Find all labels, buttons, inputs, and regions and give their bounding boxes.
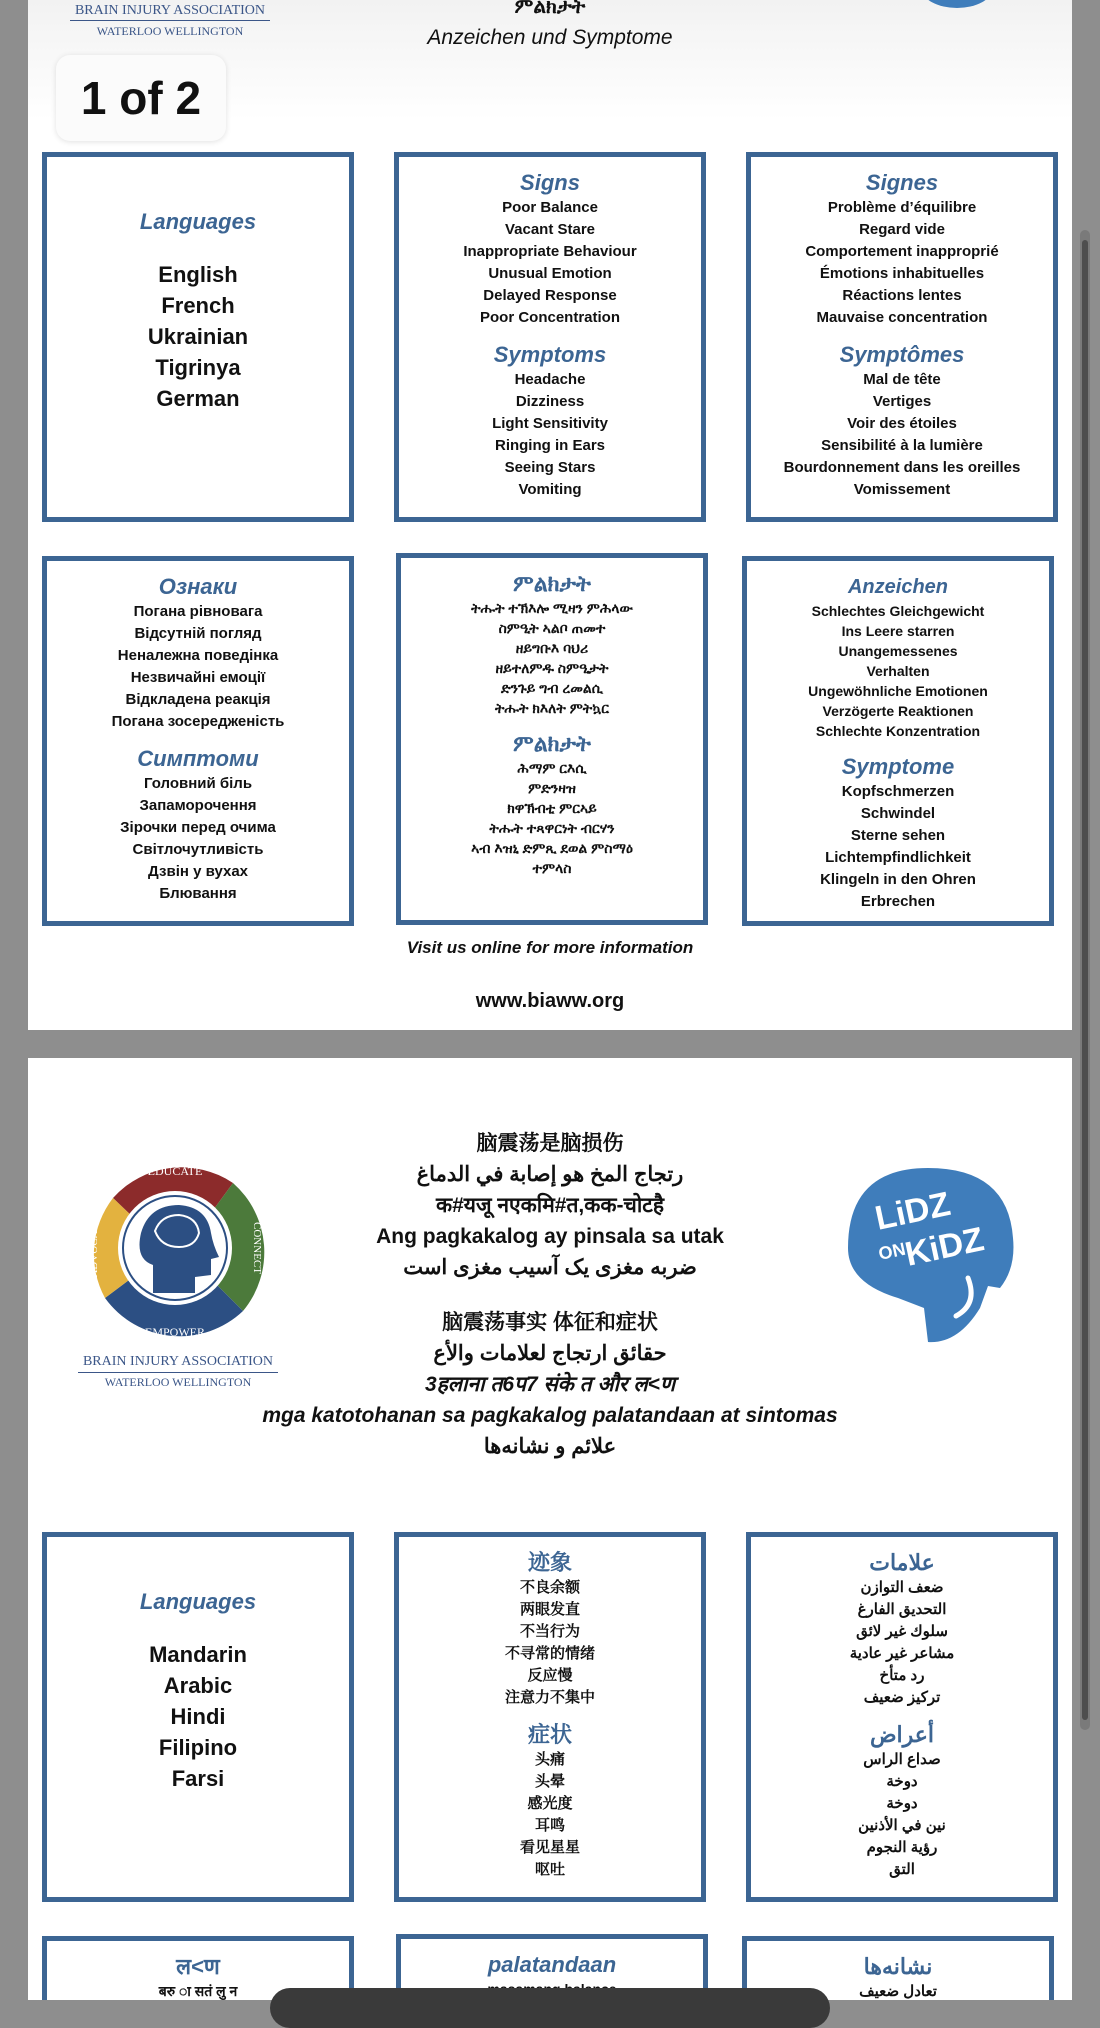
symptom-item: Головний біль xyxy=(143,775,253,792)
sign-item: Comportement inapproprié xyxy=(805,243,999,260)
symptom-item: Erbrechen xyxy=(860,893,936,910)
website-link[interactable]: www.biaww.org xyxy=(475,990,625,1012)
signs-title: Signes xyxy=(865,170,939,195)
sign-item: Unangemessenes xyxy=(838,643,958,659)
symptom-item: Vomissement xyxy=(853,481,951,498)
symptom-item: Sterne sehen xyxy=(850,827,946,844)
language-item: Filipino xyxy=(158,1735,238,1760)
ring-label-connect: CONNECT xyxy=(251,1222,263,1274)
symptom-item: ተምላስ xyxy=(532,860,572,876)
language-item: English xyxy=(158,262,238,287)
subheading-farsi: علائم و نشانه‌ها xyxy=(483,1435,617,1458)
sign-item: Schlechtes Gleichgewicht xyxy=(811,603,985,619)
sign-item: تركيز ضعيف xyxy=(863,1689,941,1706)
language-item: Arabic xyxy=(163,1673,233,1698)
symptoms-title: Symptômes xyxy=(839,342,965,367)
sign-item: Mauvaise concentration xyxy=(816,309,988,326)
symptom-item: Світлочутливість xyxy=(132,841,264,858)
english-box xyxy=(394,152,706,522)
symptoms-title: ምልክታት xyxy=(513,731,591,756)
ring-label-educate: EDUCATE xyxy=(147,1164,203,1178)
sign-item: Vacant Stare xyxy=(504,221,596,238)
symptom-item: Дзвін у вухах xyxy=(147,863,249,880)
symptom-item: صداع الراس xyxy=(863,1751,941,1768)
symptom-item: Sensibilité à la lumière xyxy=(821,437,983,454)
scrollbar-thumb[interactable] xyxy=(1082,240,1088,1720)
sign-item: बरु ◌ा सतं लु न xyxy=(158,1983,238,1999)
subheading-filipino: mga katotohanan sa pagkakalog palatandaan at sintomas xyxy=(262,1404,838,1427)
logo-word-on: ON xyxy=(876,1238,908,1264)
symptom-item: ሕማም ርእሲ xyxy=(517,760,587,776)
symptom-item: Vomiting xyxy=(518,481,582,498)
language-item: French xyxy=(161,293,235,318)
document-page-2 xyxy=(28,1058,1072,2000)
language-item: Farsi xyxy=(171,1766,225,1791)
sign-item: Problème d’équilibre xyxy=(827,199,977,216)
symptom-item: Блювання xyxy=(159,885,237,902)
sign-item: Відсутній погляд xyxy=(134,625,262,642)
sign-item: Delayed Response xyxy=(483,287,617,304)
sign-item: Неналежна поведінка xyxy=(117,647,279,664)
sign-item: سلوك غير لائق xyxy=(856,1623,948,1640)
symptom-item: دوخة xyxy=(886,1795,918,1812)
sign-item: ትሑት ተኽእሎ ሚዛን ምሕላው xyxy=(471,600,633,616)
sign-item: Regard vide xyxy=(859,221,945,238)
symptom-item: Headache xyxy=(514,371,586,388)
visit-online-text: Visit us online for more information xyxy=(406,938,694,957)
ukrainian-box xyxy=(42,556,354,926)
association-caption xyxy=(78,1353,278,1391)
signs-title: palatandaan xyxy=(487,1952,617,1977)
sign-item: Réactions lentes xyxy=(842,287,962,304)
symptom-item: Light Sensitivity xyxy=(492,415,608,432)
signs-title: Anzeichen xyxy=(847,576,949,598)
ring-label-advocate: ADVOCATE xyxy=(88,1218,100,1278)
sign-item: رد متأخ xyxy=(879,1667,925,1684)
signs-title: ल<ण xyxy=(176,1954,220,1979)
sign-item: Verhalten xyxy=(866,663,930,679)
ring-label-empower: EMPOWER xyxy=(145,1325,205,1339)
symptom-item: Schwindel xyxy=(860,805,936,822)
symptom-item: 头痛 xyxy=(534,1751,565,1768)
sign-item: Погана рівновага xyxy=(133,603,263,620)
symptom-item: رؤية النجوم xyxy=(866,1839,938,1856)
symptoms-title: 症状 xyxy=(527,1722,572,1747)
sign-item: Schlechte Konzentration xyxy=(815,723,981,739)
language-item: Ukrainian xyxy=(147,324,249,349)
symptom-item: التق xyxy=(889,1861,915,1878)
symptom-item: دوخة xyxy=(886,1773,918,1790)
symptom-item: Kopfschmerzen xyxy=(841,783,955,800)
sign-item: 反应慢 xyxy=(527,1667,573,1684)
symptom-item: ትሑት ተጻዋርነት ብርሃን xyxy=(489,820,615,836)
signs-title: 迹象 xyxy=(527,1550,572,1575)
heading-german: Anzeichen und Symptome xyxy=(427,26,673,49)
french-box xyxy=(746,152,1058,522)
heading-filipino: Ang pagkakalog ay pinsala sa utak xyxy=(376,1225,724,1248)
languages-list xyxy=(47,259,349,414)
bottom-toolbar[interactable] xyxy=(270,1988,830,2028)
german-box xyxy=(742,556,1054,926)
sign-item: Ungewöhnliche Emotionen xyxy=(808,683,988,699)
document-page-1 xyxy=(28,0,1072,1030)
symptom-item: 耳鸣 xyxy=(534,1817,565,1834)
language-item: Mandarin xyxy=(149,1642,247,1667)
symptom-item: Запаморочення xyxy=(139,797,257,814)
symptom-item: Bourdonnement dans les oreilles xyxy=(783,459,1021,476)
arabic-box xyxy=(746,1532,1058,1902)
signs-title: علامات xyxy=(869,1550,935,1575)
symptom-item: 看见星星 xyxy=(519,1839,580,1856)
sign-item: ትሑት ክእለት ምትኳር xyxy=(494,700,609,716)
symptom-item: Ringing in Ears xyxy=(494,437,605,454)
mandarin-box xyxy=(394,1532,706,1902)
symptom-item: Vertiges xyxy=(872,393,932,410)
sign-item: ضعف التوازن xyxy=(860,1579,944,1596)
sign-item: Відкладена реакція xyxy=(125,691,271,708)
symptom-item: Dizziness xyxy=(515,393,585,410)
heading-hindi: क#यजू नएकमि#त,कक-चोटहै xyxy=(435,1194,665,1217)
heading-tigrinya: ምልክታት xyxy=(514,0,586,18)
sign-item: ስምዒት ኣልቦ ጠመተ xyxy=(498,620,606,636)
sign-item: التحديق الفارغ xyxy=(857,1601,947,1618)
symptom-item: Voir des étoiles xyxy=(847,415,957,432)
sign-item: ዘይተለምዱ ስምዒታት xyxy=(495,660,609,676)
symptom-item: ክዋኽብቲ ምርኣይ xyxy=(507,800,597,816)
languages-list xyxy=(47,1639,349,1794)
sign-item: 两眼发直 xyxy=(519,1601,580,1618)
symptom-item: Klingeln in den Ohren xyxy=(820,871,976,888)
signs-title: Signs xyxy=(520,170,580,195)
sign-item: 注意力不集中 xyxy=(504,1689,595,1706)
signs-title: Ознаки xyxy=(158,574,238,599)
sign-item: Ins Leere starren xyxy=(841,623,955,639)
lidz-on-kidz-logo xyxy=(828,1158,1028,1348)
sign-item: Verzögerte Reaktionen xyxy=(822,703,974,719)
logo-word-kidz: KiDZ xyxy=(901,1220,988,1274)
heading-arabic: رتجاج المخ هو إصابة في الدماغ xyxy=(416,1163,684,1186)
signs-title: نشانه‌ها xyxy=(863,1954,933,1979)
page-indicator: 1 of 2 xyxy=(56,55,226,141)
association-name: BRAIN INJURY ASSOCIATION xyxy=(78,1353,278,1373)
sign-item: Poor Balance xyxy=(502,199,598,216)
sign-item: Незвичайні емоції xyxy=(130,669,266,686)
languages-title: Languages xyxy=(139,209,257,234)
tigrinya-box xyxy=(396,553,708,925)
symptom-item: Mal de tête xyxy=(863,371,941,388)
symptom-item: 头晕 xyxy=(534,1773,565,1790)
symptoms-title: Symptoms xyxy=(493,342,607,367)
symptom-item: 呕吐 xyxy=(534,1861,565,1878)
sign-item: ዘይግቡእ ባህሪ xyxy=(515,640,589,656)
subheading-hindi: 3हलाना त6प7 संके त और ल<ण xyxy=(424,1373,676,1396)
logo-word-lidz: LiDZ xyxy=(871,1184,954,1238)
symptom-item: Зірочки перед очима xyxy=(120,819,276,836)
language-item: German xyxy=(156,386,240,411)
languages-box xyxy=(42,152,354,522)
language-item: Tigrinya xyxy=(155,355,241,380)
symptom-item: Lichtempfindlichkeit xyxy=(825,849,971,866)
language-item: Hindi xyxy=(170,1704,226,1729)
subheading-arabic: حقائق ارتجاج لعلامات والأع xyxy=(433,1342,667,1365)
symptoms-title: Symptome xyxy=(841,754,955,779)
association-region: WATERLOO WELLINGTON xyxy=(104,1375,252,1389)
languages-box xyxy=(42,1532,354,1902)
sign-item: 不良余额 xyxy=(519,1579,580,1596)
signs-title: ምልክታት xyxy=(513,571,591,596)
sign-item: تعادل ضعیف xyxy=(859,1983,937,2000)
sign-item: Poor Concentration xyxy=(479,309,620,326)
sign-item: 不当行为 xyxy=(519,1623,580,1640)
sign-item: مشاعر غير عادية xyxy=(849,1645,955,1662)
symptom-item: نين في الأذنين xyxy=(858,1817,946,1834)
heading-farsi: ضربه مغزی یک آسیب مغزی است xyxy=(403,1256,697,1279)
sign-item: Inappropriate Behaviour xyxy=(463,243,637,260)
symptom-item: ምድንዛዝ xyxy=(528,780,576,796)
sign-item: Émotions inhabituelles xyxy=(819,265,985,282)
subheading-mandarin: 脑震荡事实 体征和症状 xyxy=(442,1311,658,1334)
association-logo xyxy=(83,1153,293,1353)
languages-title: Languages xyxy=(139,1589,257,1614)
symptoms-title: Симптоми xyxy=(137,746,259,771)
association-region: WATERLOO WELLINGTON xyxy=(70,20,270,40)
sign-item: ድንጉይ ግብ ረመልሲ xyxy=(501,680,603,696)
sign-item: 不寻常的情绪 xyxy=(504,1645,595,1662)
sign-item: Unusual Emotion xyxy=(488,265,612,282)
symptom-item: 感光度 xyxy=(527,1795,573,1812)
symptom-item: ኣብ እዝኒ ድምጺ ደወል ምስማዕ xyxy=(471,840,633,856)
association-name: BRAIN INJURY ASSOCIATION xyxy=(74,3,266,18)
symptoms-title: أعراض xyxy=(869,1722,935,1747)
heading-mandarin: 脑震荡是脑损伤 xyxy=(476,1132,624,1155)
symptom-item: Seeing Stars xyxy=(504,459,596,476)
sign-item: Погана зосередженість xyxy=(111,713,285,730)
